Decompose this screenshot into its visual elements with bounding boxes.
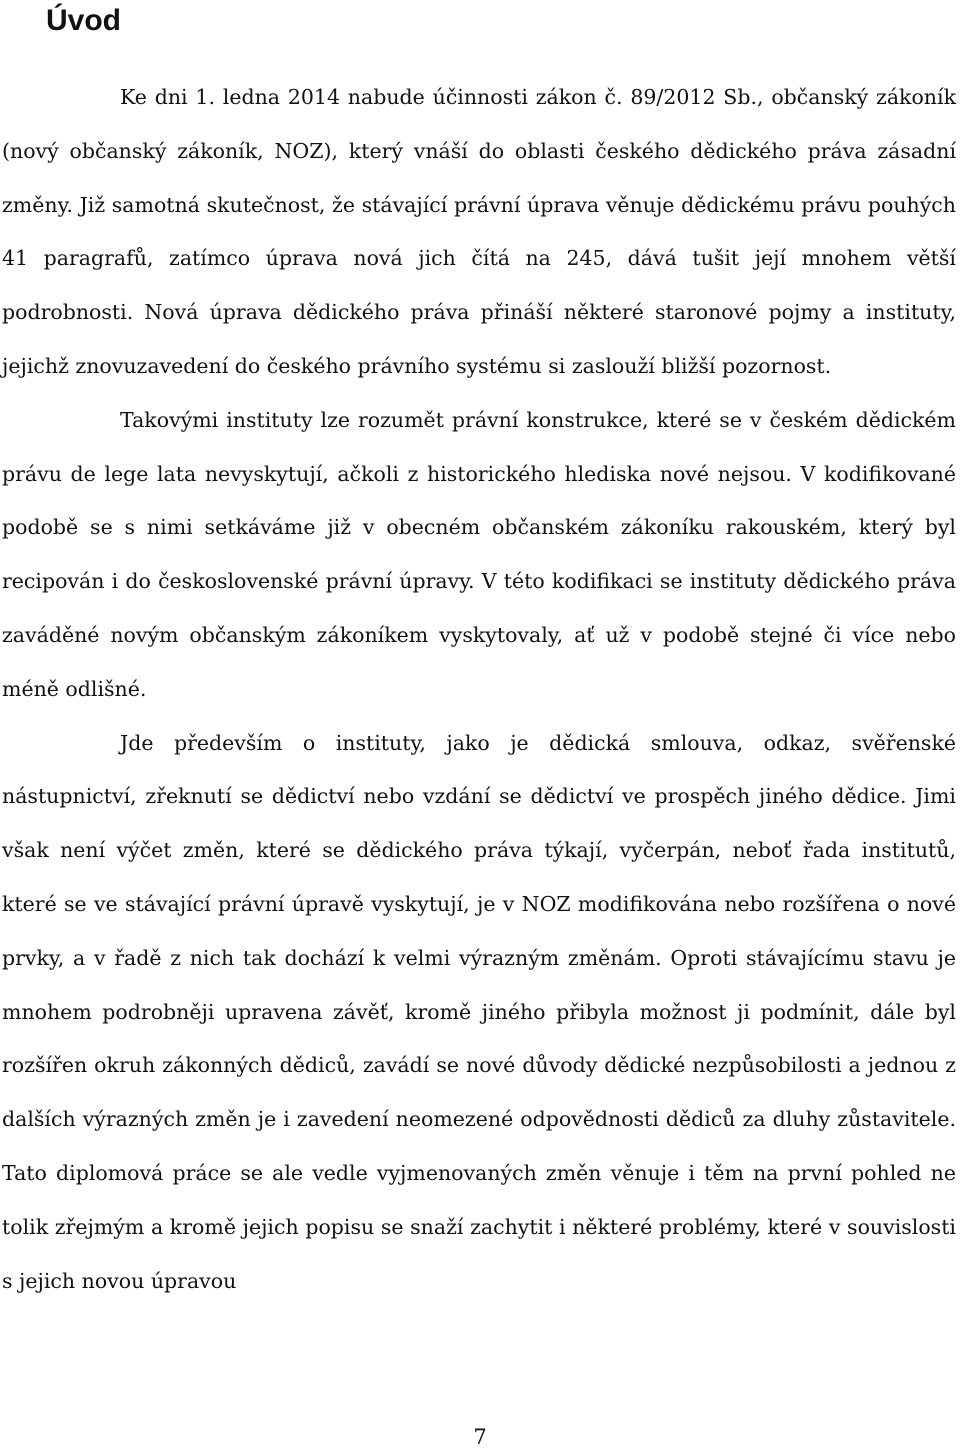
paragraph-3: Jde především o instituty, jako je dědická smlouva, odkaz, svěřenské nástupnictví, zřeknutí se dědictví nebo vzdání se dědictví ve prospěch jiného dědice. Jimi však není výčet změn, které se dědického práva týkají, vyčerpán, neboť řada institutů, které se ve stávající právní úpravě vyskytují, je v NOZ modifikována nebo rozšířena o nové prvky, a v řadě z nich tak dochází k velmi výrazným změnám. Oproti stávajícímu stavu je mnohem podrobněji upravena závěť, kromě jiného přibyla možnost ji podmínit, dále byl rozšířen okruh zákonných dědiců, zavádí se nové důvody dědické nezpůsobilosti a jednou z dalších výrazných změn je i zavedení neomezené odpovědnosti dědiců za dluhy zůstavitele. Tato diplomová práce se ale vedle vyjmenovaných změn věnuje i těm na první pohled ne tolik zřejmým a kromě jejich popisu se snaží zachytit i některé problémy, které v souvislosti s jejich novou úpravou — [2, 730, 956, 1293]
paragraph-1: Ke dni 1. ledna 2014 nabude účinnosti zákon č. 89/2012 Sb., občanský zákoník (nový občanský zákoník, NOZ), který vnáší do oblasti českého dědického práva zásadní změny. Již samotná skutečnost, že stávající právní úprava věnuje dědickému právu pouhých 41 paragrafů, zatímco úprava nová jich čítá na 245, dává tušit její mnohem větší podrobnosti. Nová úprava dědického práva přináší některé staronové pojmy a instituty, jejichž znovuzavedení do českého právního systému si zaslouží bližší pozornost. — [2, 85, 956, 378]
page-number: 7 — [473, 1425, 487, 1449]
paragraph-2: Takovými instituty lze rozumět právní konstrukce, které se v českém dědickém právu de lege lata nevyskytují, ačkoli z historického hlediska nové nejsou. V kodifikované podobě se s nimi setkáváme již v obecném občanském zákoníku rakouském, který byl recipován i do československé právní úpravy. V této kodifikaci se instituty dědického práva zaváděné novým občanským zákoníkem vyskytovaly, ať už v podobě stejné či více nebo méně odlišné. — [2, 407, 956, 701]
section-heading: Úvod — [46, 4, 121, 37]
body-text — [2, 71, 956, 1308]
